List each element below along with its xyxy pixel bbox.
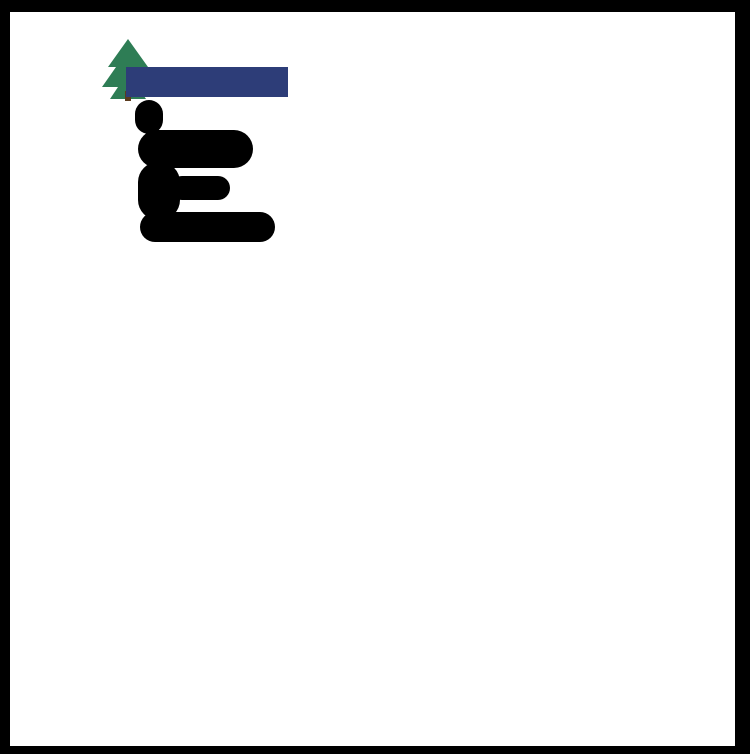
redaction-mark [135, 100, 163, 134]
logo-banner [126, 67, 288, 97]
estimate-sheet [10, 12, 735, 746]
redaction-mark [140, 212, 275, 242]
redaction-mark [170, 176, 230, 200]
company-logo [98, 37, 288, 101]
